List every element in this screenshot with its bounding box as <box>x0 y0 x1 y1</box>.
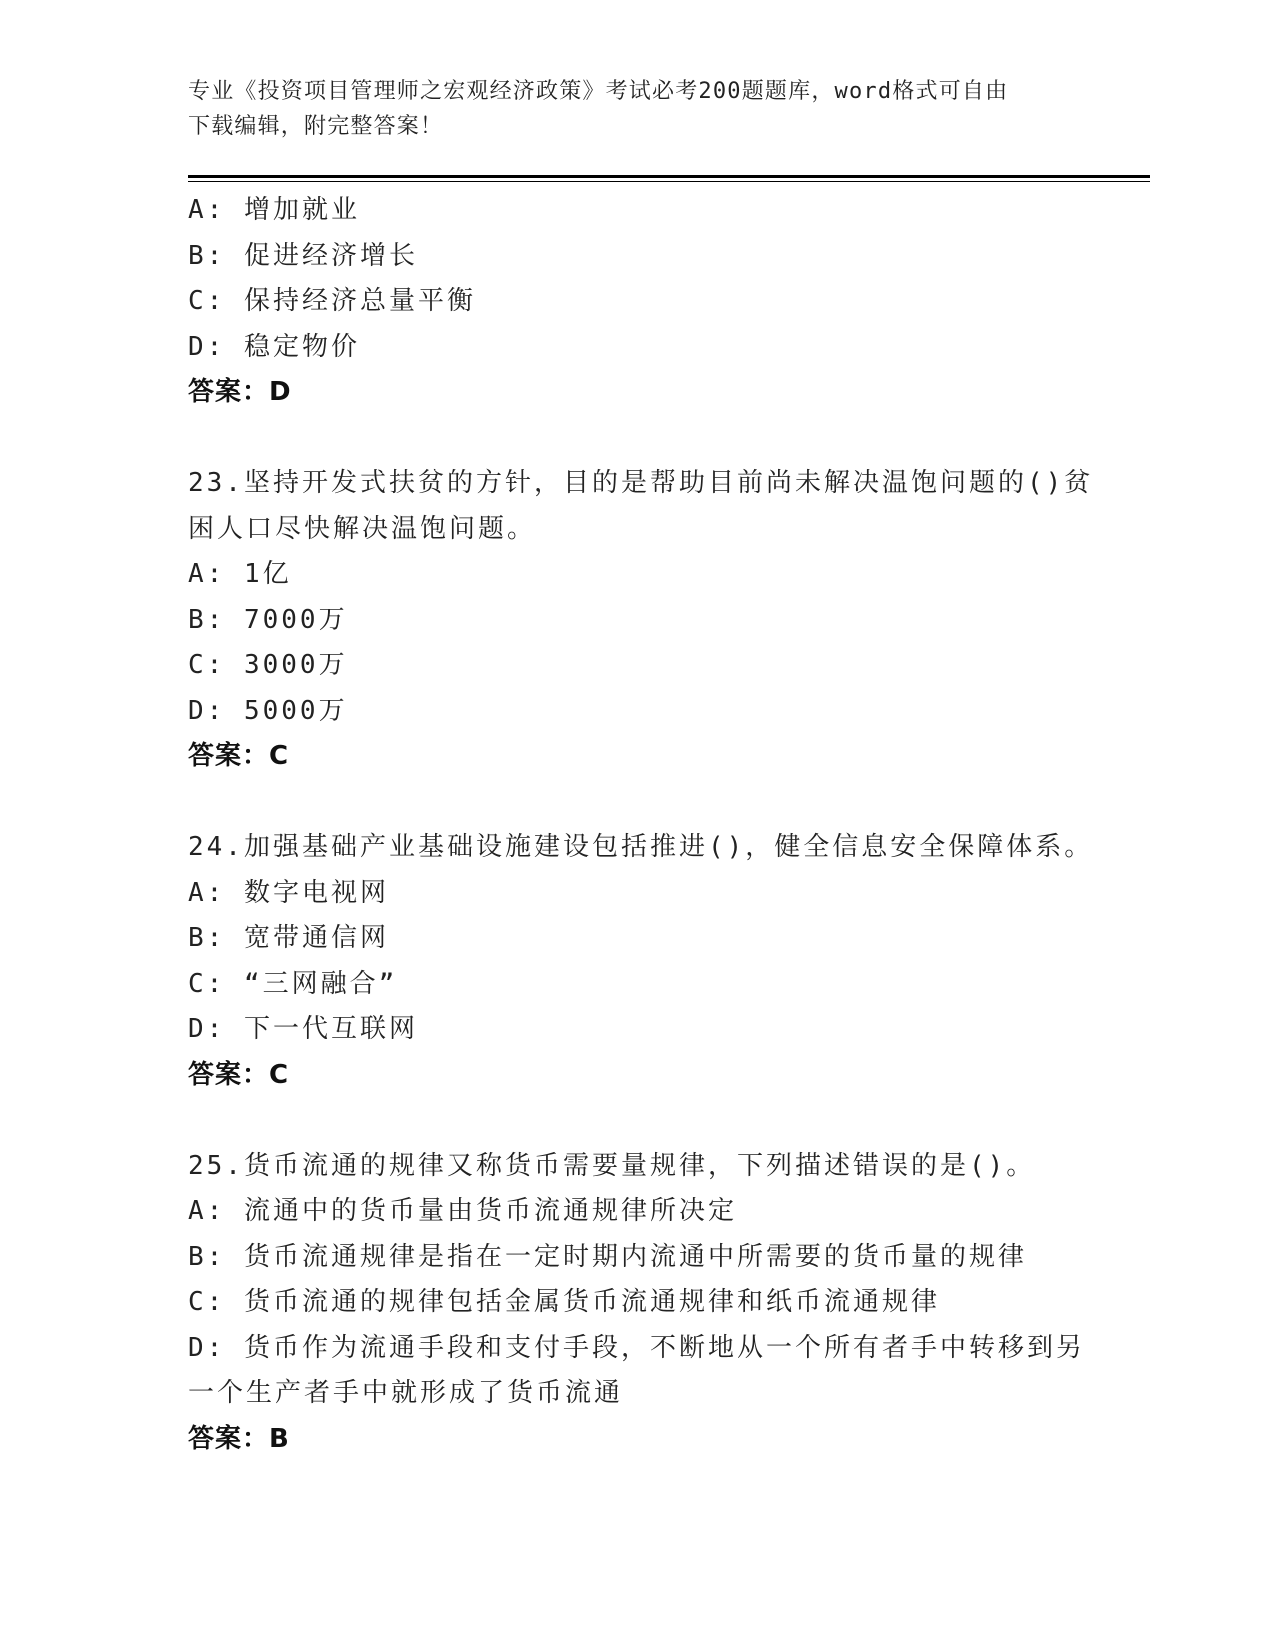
question-stem: 23.坚持开发式扶贫的方针，目的是帮助目前尚未解决温饱问题的()贫 <box>188 468 1094 498</box>
header-rule-thick <box>188 175 1150 178</box>
option-a: A: 流通中的货币量由货币流通规律所决定 <box>188 1196 737 1226</box>
question-block <box>188 188 1088 416</box>
spacer <box>188 1098 1088 1144</box>
answer-line: 答案：C <box>188 1059 290 1090</box>
option-d: D: 下一代互联网 <box>188 1014 418 1044</box>
header-line-2: 下载编辑，附完整答案！ <box>188 114 444 139</box>
header-line-1: 专业《投资项目管理师之宏观经济政策》考试必考200题题库，word格式可自由 <box>188 79 1009 104</box>
option-c: C: 保持经济总量平衡 <box>188 286 476 316</box>
option-b: B: 7000万 <box>188 604 348 635</box>
spacer <box>188 416 1088 462</box>
option-b: B: 货币流通规律是指在一定时期内流通中所需要的货币量的规律 <box>188 1241 1027 1272</box>
question-stem: 25.货币流通的规律又称货币需要量规律，下列描述错误的是()。 <box>188 1150 1036 1181</box>
option-c: C: “三网融合” <box>188 968 398 999</box>
option-d-continued: 一个生产者手中就形成了货币流通 <box>188 1378 624 1408</box>
header-rule-thin <box>188 181 1150 182</box>
question-list <box>188 188 1094 1462</box>
option-c: C: 货币流通的规律包括金属货币流通规律和纸币流通规律 <box>188 1287 940 1317</box>
answer-line: 答案：C <box>188 741 290 771</box>
option-a: A: 1亿 <box>188 559 292 589</box>
question-stem-continued: 困人口尽快解决温饱问题。 <box>188 513 537 544</box>
option-d: D: 稳定物价 <box>188 331 360 362</box>
question-block <box>188 1144 1088 1463</box>
option-a: A: 数字电视网 <box>188 877 389 908</box>
document-header <box>188 74 1088 144</box>
option-c: C: 3000万 <box>188 650 348 680</box>
answer-line: 答案：D <box>188 377 292 407</box>
option-d: D: 货币作为流通手段和支付手段，不断地从一个所有者手中转移到另 <box>188 1332 1085 1363</box>
question-stem: 24.加强基础产业基础设施建设包括推进()，健全信息安全保障体系。 <box>188 832 1094 862</box>
question-block <box>188 825 1094 1098</box>
option-d: D: 5000万 <box>188 695 348 726</box>
question-block <box>188 461 1094 780</box>
answer-line: 答案：B <box>188 1423 290 1454</box>
option-b: B: 宽带通信网 <box>188 923 389 953</box>
spacer <box>188 780 1088 826</box>
option-b: B: 促进经济增长 <box>188 240 418 271</box>
option-a: A: 增加就业 <box>188 195 360 225</box>
